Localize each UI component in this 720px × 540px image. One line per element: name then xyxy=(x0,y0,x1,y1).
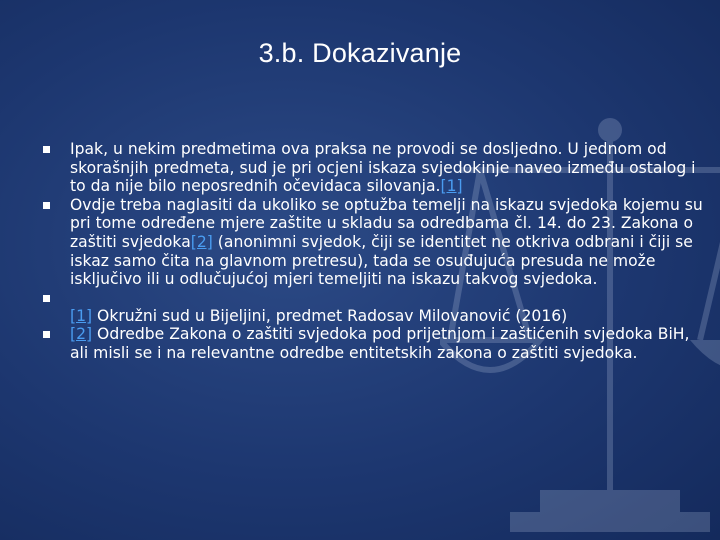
footnote-item xyxy=(40,307,710,326)
bullet-text: Ovdje treba naglasiti da ukoliko se optužba temelji na iskazu svjedoka kojemu su pri tome određene mjere zaštite u skladu sa odredbama čl. 14. do 23. Zakona o zaštiti svjedoka xyxy=(70,195,703,251)
footnote-text: Okružni sud u Bijeljini, predmet Radosav Milovanović (2016) xyxy=(92,306,568,325)
bullet-text: Ipak, u nekim predmetima ova praksa ne provodi se dosljedno. U jednom od skorašnjih predmeta, sud je pri ocjeni iskaza svjedokinje naveo između ostalog i to da nije bilo neposrednih očevidaca silovanja. xyxy=(70,140,696,196)
slide-title: 3.b. Dokazivanje xyxy=(258,38,462,68)
bullet-text-continued: (anonimni svjedok, čiji se identitet ne otkriva odbrani i čiji se iskaz samo čita na glavnom pretresu), tada se osuđujuća presuda ne može isključivo ili u odlučujućoj mjeri temeljiti na iskazu takvog svjedoka. xyxy=(70,232,693,289)
square-bullet-icon xyxy=(43,295,50,302)
square-bullet-icon xyxy=(43,202,50,209)
footnote-text: Odredbe Zakona o zaštiti svjedoka pod prijetnjom i zaštićenih svjedoka BiH, ali misli se i na relevantne odredbe entitetskih zakona o zaštiti svjedoka. xyxy=(70,325,690,362)
empty-bullet-item xyxy=(40,289,710,307)
square-bullet-icon xyxy=(43,146,50,153)
footnote-ref-2[interactable]: [2] xyxy=(70,325,93,344)
square-bullet-icon xyxy=(43,331,50,338)
bullet-item xyxy=(40,196,710,289)
bullet-list xyxy=(40,140,710,363)
footnote-link-2[interactable]: [2] xyxy=(190,232,213,251)
bullet-item xyxy=(40,140,710,196)
footnote-ref-1[interactable]: [1] xyxy=(70,306,93,325)
footnote-item xyxy=(40,325,710,362)
footnote-link-1[interactable]: [1] xyxy=(440,177,463,196)
